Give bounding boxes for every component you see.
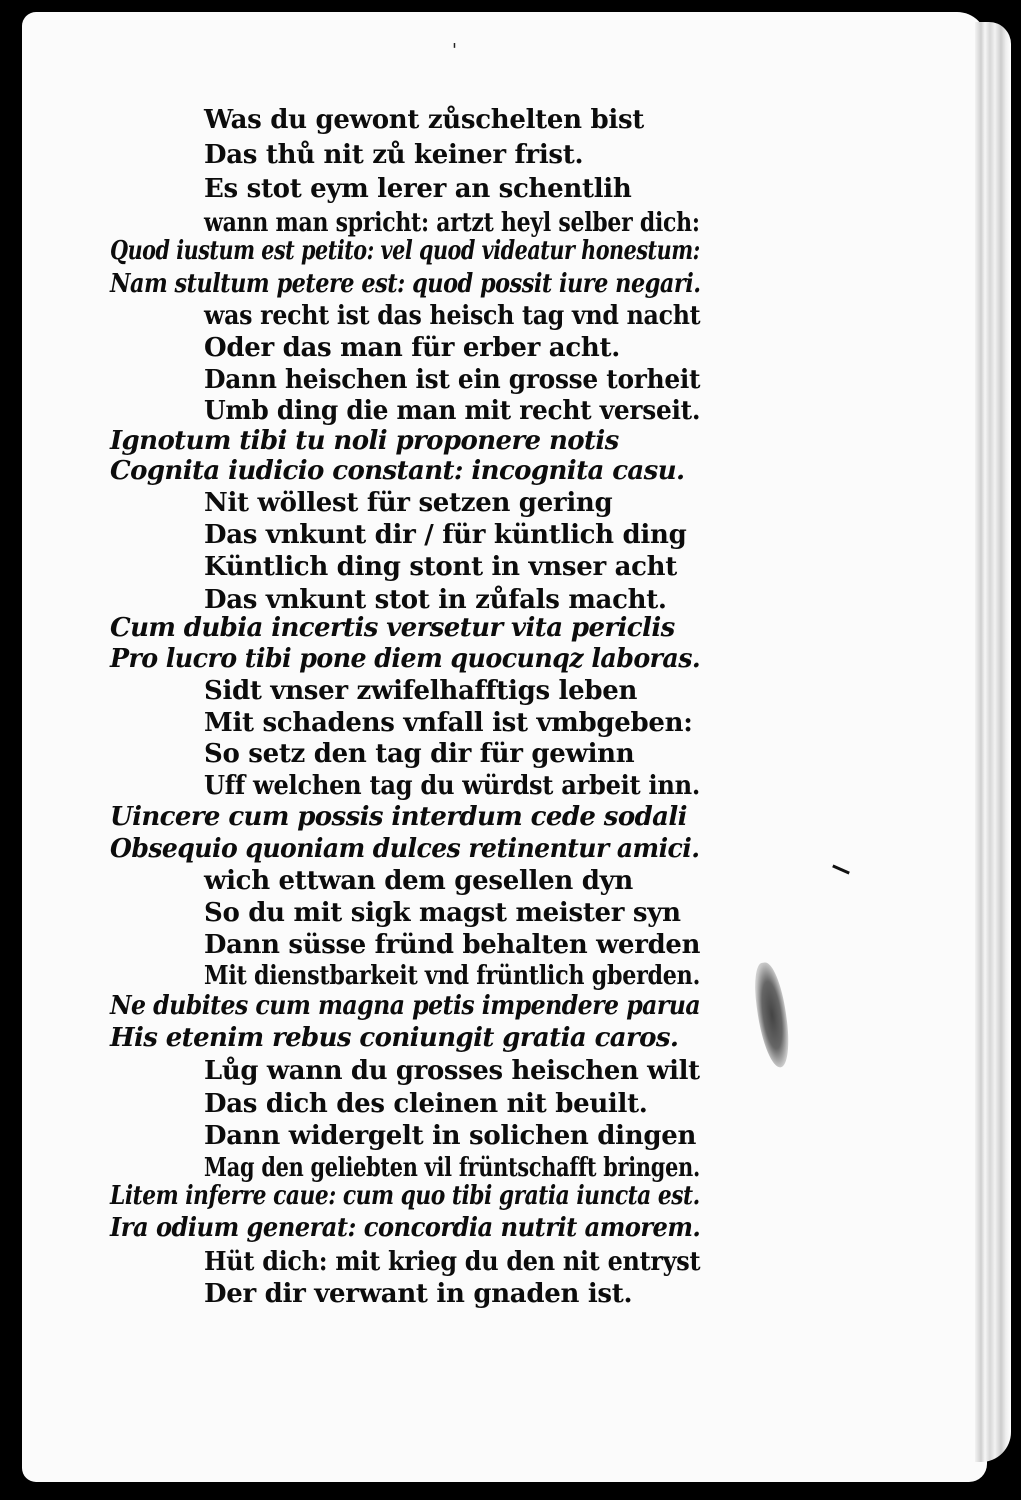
verse-line: Der dir verwant in gnaden ist. xyxy=(204,1279,633,1309)
verse-line: Dann süsse fründ behalten werden xyxy=(204,930,701,960)
verse-line: Pro lucro tibi pone diem quocunqz laboras. xyxy=(110,644,701,674)
verse-line: Oder das man für erber acht. xyxy=(204,333,620,363)
verse-line: Das vnkunt stot in zůfals macht. xyxy=(204,585,667,615)
verse-line: wich ettwan dem gesellen dyn xyxy=(204,866,634,896)
verse-line: Mit schadens vnfall ist vmbgeben: xyxy=(204,708,693,738)
verse-line: Dann widergelt in solichen dingen xyxy=(204,1121,697,1151)
verse-line: Cum dubia incertis versetur vita periclis xyxy=(110,613,675,643)
verse-line: Dann heischen ist ein grosse torheit xyxy=(204,365,701,395)
verse-line: Sidt vnser zwifelhafftigs leben xyxy=(204,676,638,706)
verse-line: Das dich des cleinen nit beuilt. xyxy=(204,1089,648,1119)
verse-line: Was du gewont zůschelten bist xyxy=(204,105,644,135)
verse-line: Umb ding die man mit recht verseit. xyxy=(204,396,701,426)
verse-line: was recht ist das heisch tag vnd nacht xyxy=(204,301,701,331)
verse-line: Nam stultum petere est: quod possit iure negari. xyxy=(110,269,701,299)
verse-line: Küntlich ding stont in vnser acht xyxy=(204,552,677,582)
verse-line: Das thů nit zů keiner frist. xyxy=(204,140,584,170)
verse-line: Uincere cum possis interdum cede sodali xyxy=(110,802,687,832)
folio-mark: ' xyxy=(452,40,457,61)
verse-line: Mit dienstbarkeit vnd früntlich gberden. xyxy=(204,961,701,991)
verse-line: Ira odium generat: concordia nutrit amorem. xyxy=(110,1213,701,1243)
verse-line: wann man spricht: artzt heyl selber dich: xyxy=(204,208,700,238)
verse-line: Uff welchen tag du würdst arbeit inn. xyxy=(204,771,701,801)
verse-line: Quod iustum est petito: vel quod videatur honestum: xyxy=(110,236,700,266)
verse-line: So setz den tag dir für gewinn xyxy=(204,739,635,769)
verse-line: Lůg wann du grosses heischen wilt xyxy=(204,1056,700,1086)
verse-line: Nit wöllest für setzen gering xyxy=(204,488,613,518)
verse-line: Litem inferre caue: cum quo tibi gratia iuncta est. xyxy=(110,1181,700,1211)
verse-line: Hüt dich: mit krieg du den nit entryst xyxy=(204,1247,701,1277)
verse-line: Cognita iudicio constant: incognita casu. xyxy=(110,456,685,486)
verse-line: So du mit sigk magst meister syn xyxy=(204,898,681,928)
verse-line: Es stot eym lerer an schentlih xyxy=(204,174,632,204)
page-edge xyxy=(975,22,1011,1462)
verse-line: Obsequio quoniam dulces retinentur amici. xyxy=(110,834,700,864)
verse-line: Mag den geliebten vil früntschafft bringen. xyxy=(204,1153,700,1183)
verse-line: Ignotum tibi tu noli proponere notis xyxy=(110,426,619,456)
verse-line: His etenim rebus coniungit gratia caros. xyxy=(110,1023,679,1053)
verse-line: Ne dubites cum magna petis impendere parua xyxy=(110,991,701,1021)
verse-line: Das vnkunt dir / für küntlich ding xyxy=(204,520,687,550)
